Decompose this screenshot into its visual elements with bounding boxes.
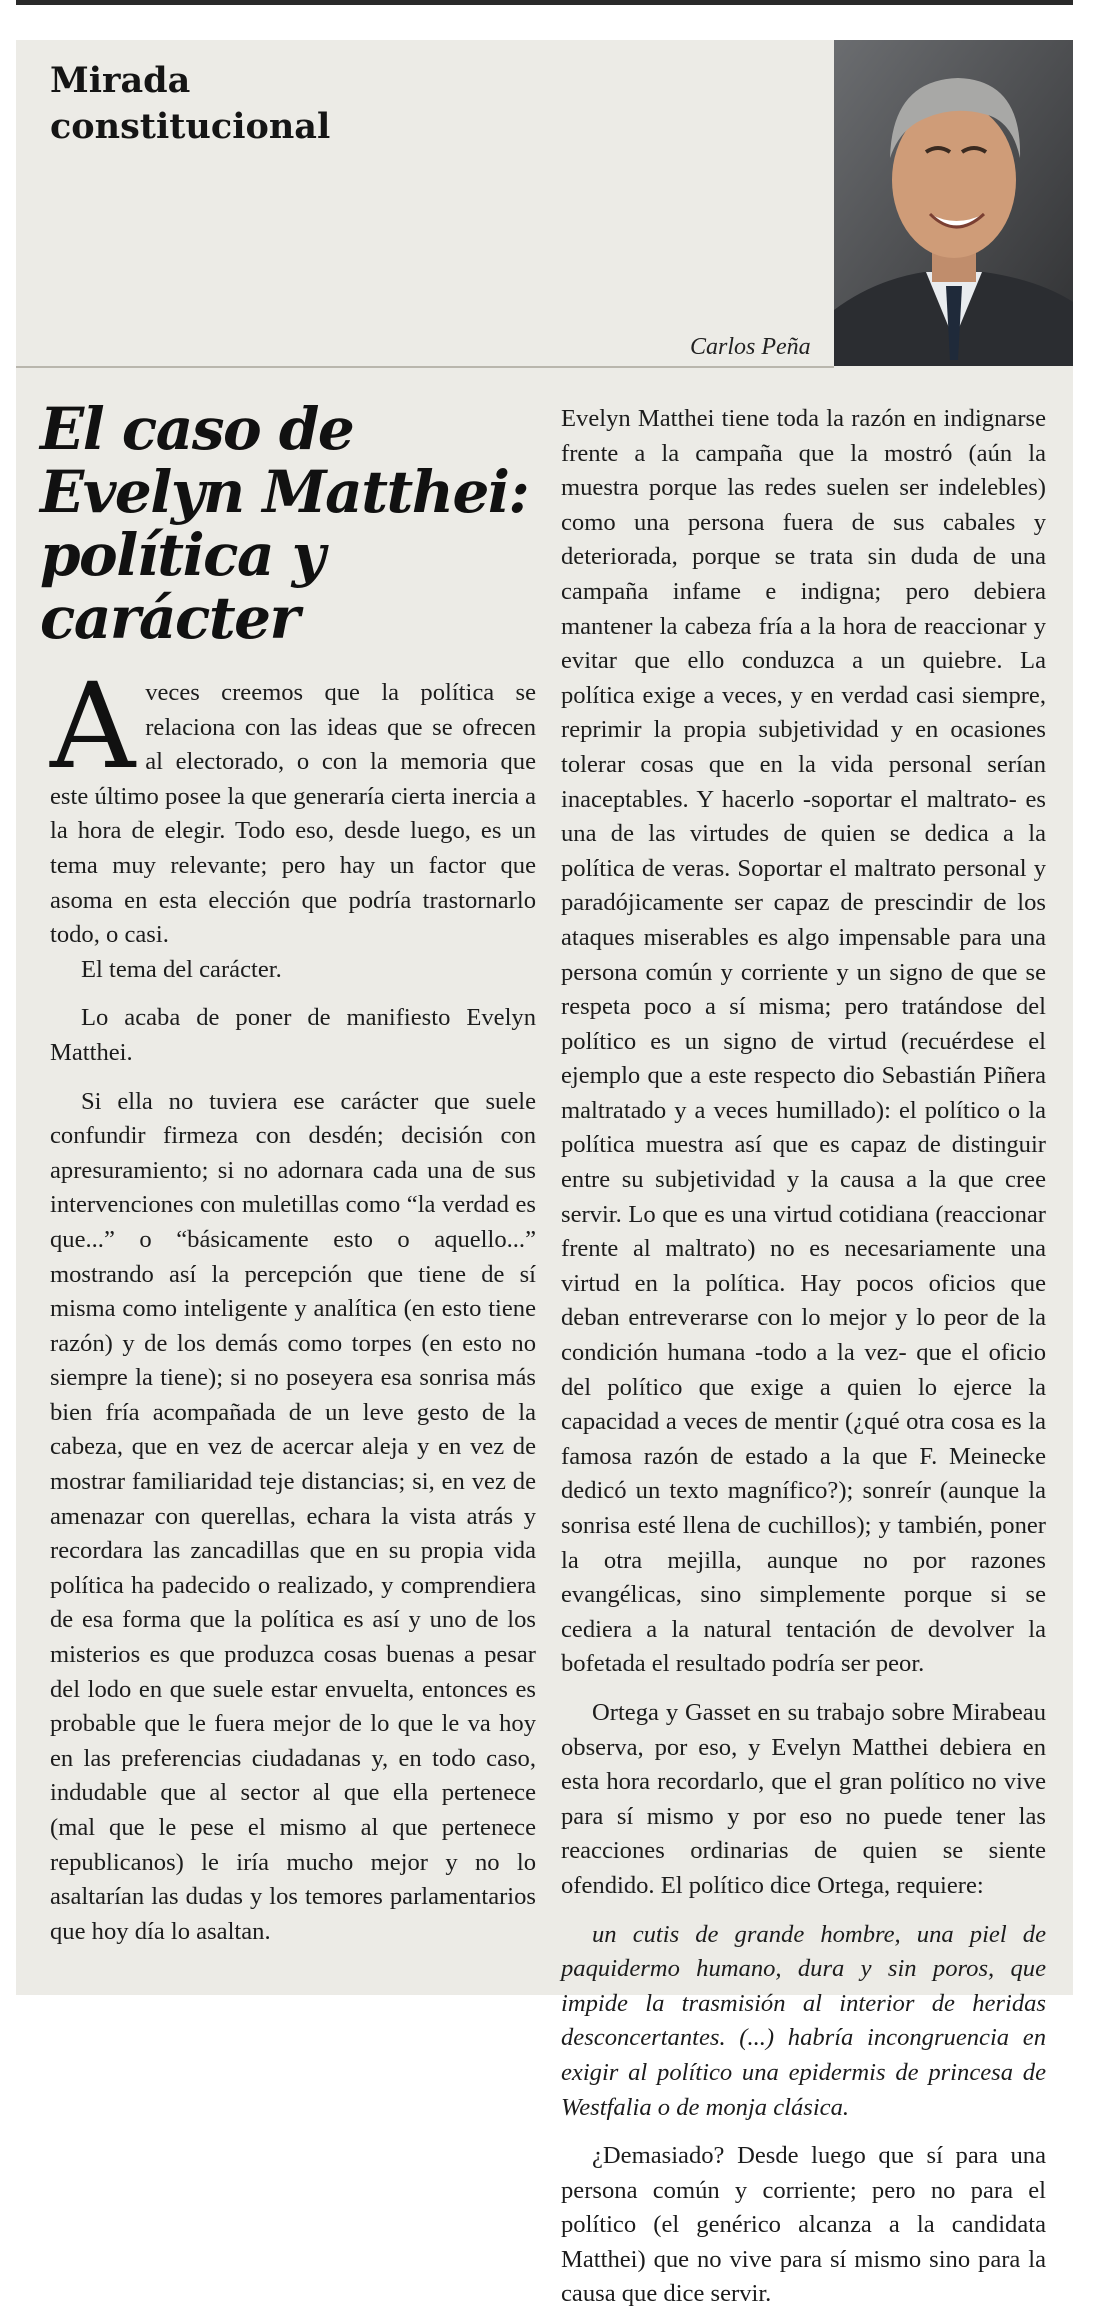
ortega-quote: un cutis de grande hombre, una piel de paquidermo humano, dura y sin poros, que impide la trasmisión al interior de heridas desconcertantes. (...) habría incongruencia en exigir al político una epidermis de princesa de Westfalia o de monja clásica.	[561, 1920, 1046, 2121]
paragraph-2: El tema del carácter.	[81, 955, 282, 983]
top-rule	[16, 0, 1073, 5]
paragraph-1	[50, 657, 536, 953]
author-photo	[834, 40, 1073, 366]
article-column-right	[561, 402, 1046, 2312]
headline-line2: Evelyn Matthei:	[40, 458, 529, 526]
headline-line3: política y	[40, 521, 324, 589]
headline-line1: El caso de	[40, 395, 354, 463]
drop-cap: A	[50, 657, 136, 795]
section-label-line1: Mirada	[50, 60, 191, 101]
paragraph-3: Lo acaba de poner de manifiesto Evelyn Matthei.	[50, 1004, 536, 1066]
paragraph-7: ¿Demasiado? Desde luego que sí para una persona común y corriente; pero no para el político (el genérico alcanza a la candidata Matthei) que no vive para sí mismo sino para la causa que dice servir.	[561, 2142, 1046, 2308]
paragraph-6: Ortega y Gasset en su trabajo sobre Mirabeau observa, por eso, y Evelyn Matthei debiera en esta hora recordarlo, que el gran político no vive para sí mismo y por eso no puede tener las reacciones ordinarias de quien se siente ofendido. El político dice Ortega, requiere:	[561, 1698, 1046, 1899]
paragraph-4: Si ella no tuviera ese carácter que suele confundir firmeza con desdén; decisión con apresuramiento; si no adornara cada una de sus intervenciones con muletillas como “la verdad es que...” o “básicamente esto o aquello...” mostrando así la percepción que tiene de sí misma como inteligente y analítica (en esto tiene razón) y de los demás como torpes (en esto no siempre la tiene); si no poseyera esa sonrisa más bien fría acompañada de un leve gesto de la cabeza, que en vez de acercar aleja y en vez de mostrar familiaridad teje distancias; si, en vez de amenazar con querellas, echara la vista atrás y recordara las zancadillas que en su propia vida política ha padecido o realizado, y comprendiera de esa forma que la política es así y uno de los misterios es que produzca cosas buenas a pesar del lodo en que suele estar envuelta, entonces es probable que le fuera mejor de lo que le va hoy en las preferencias ciudadanas y, en todo caso, indudable que al sector al que ella pertenece (mal que le pese el mismo al que pertenece republicanos) le iría mucho mejor y no lo asaltarían las dudas y los temores parlamentarios que hoy día lo asaltan.	[50, 1087, 536, 1945]
section-label-line2: constitucional	[50, 106, 331, 147]
paragraph-5-continued: Evelyn Matthei tiene toda la razón en indignarse frente a la campaña que la mostró (aún la muestra porque las redes suelen ser indelebles) como una persona fuera de sus cabales y deteriorada, porque se trata sin duda de una campaña infame e indigna; pero debiera mantener la cabeza fría a la hora de reaccionar y evitar que ello conduzca a un quiebre. La política exige a veces, y en verdad casi siempre, reprimir la propia subjetividad y en ocasiones tolerar cosas que en la vida personal serían inaceptables. Y hacerlo -soportar el maltrato- es una de las virtudes de quien se dedica a la política de veras. Soportar el maltrato personal y paradójicamente ser capaz de prescindir de los ataques miserables es algo impensable para una persona común y corriente y un signo de que se respeta poco a sí misma; pero tratándose del político es un signo de virtud (recuérdese el ejemplo que a este respecto dio Sebastián Piñera maltratado y a veces humillado): el político o la política muestra así que es capaz de distinguir entre su subjetividad y la causa a la que cree servir. Lo que es una virtud cotidiana (reaccionar frente al maltrato) no es necesariamente una virtud en la política. Hay pocos oficios que deban entreverarse con lo mejor y lo peor de la condición humana -todo a la vez- que el oficio del político que exige a quien lo ejerce la capacidad a veces de mentir (¿qué otra cosa es la famosa razón de estado a la que F. Meinecke dedicó un texto magnífico?); sonreír (aunque la sonrisa esté llena de cuchillos); y también, poner la otra mejilla, aunque no por razones evangélicas, sino simplemente porque si se cediera a la natural tentación de devolver la bofetada el resultado podría ser peor.	[561, 405, 1046, 1678]
headline-line4: carácter	[40, 584, 299, 652]
article-headline	[40, 395, 530, 652]
article-column-left	[50, 657, 536, 1963]
author-byline: Carlos Peña	[690, 334, 811, 360]
paragraph-1-text: veces creemos que la política se relaciona con las ideas que se ofrecen al electorado, o con la memoria que este último posee la que generaría cierta inercia a la hora de elegir. Todo eso, desde luego, es un tema muy relevante; pero hay un factor que asoma en esta elección que podría trastornarlo todo, o casi.	[50, 679, 536, 949]
section-label	[50, 58, 330, 150]
header-divider	[16, 366, 834, 368]
